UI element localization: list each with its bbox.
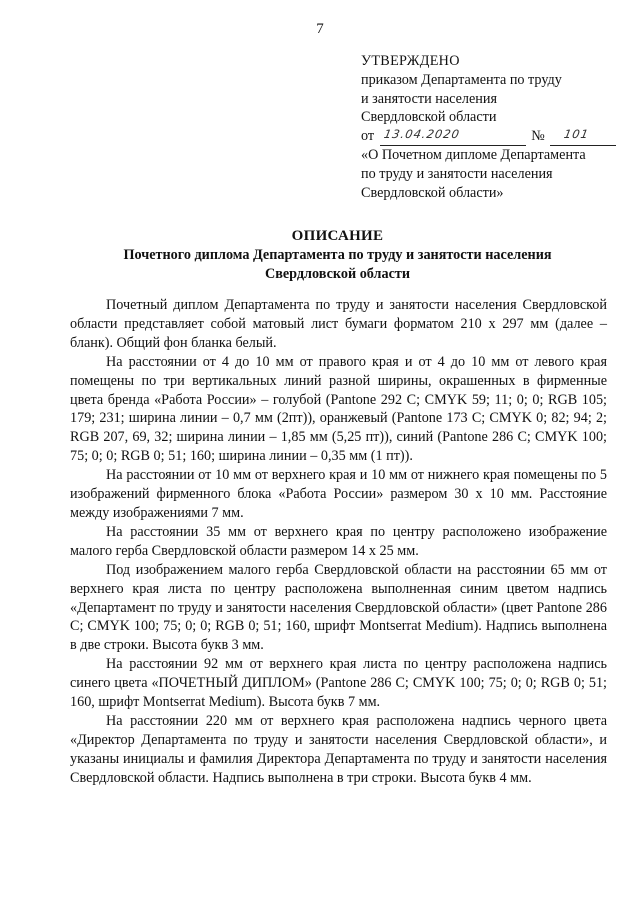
document-subtitle-line-1: Почетного диплома Департамента по труду и занятости населения <box>123 247 552 263</box>
approval-line-2: и занятости населения <box>361 90 498 107</box>
number-field <box>550 129 616 146</box>
approval-subject-line-1: «О Почетном дипломе Департамента <box>361 146 586 163</box>
approval-subject-line-2: по труду и занятости населения <box>361 165 553 182</box>
document-title: ОПИСАНИЕ <box>291 228 384 244</box>
approval-stamp-block <box>361 52 621 202</box>
paragraph: На расстоянии от 10 мм от верхнего края и 10 мм от нижнего края помещены по 5 изображений фирменного блока «Работа России» размером 30 х 10 мм. Расстояние между изображениями 7 мм. <box>70 467 607 521</box>
approval-line-3: Свердловской области <box>361 109 497 126</box>
document-title-block <box>70 226 605 284</box>
paragraph: Под изображением малого герба Свердловской области на расстоянии 65 мм от верхнего края листа по центру расположена выполненная синим цветом надпись «Департамент по труду и занятости населения Свердловской области» (цвет Pantone 286 C; CMYK 100; 75; 0; 0; RGB 0; 51; 160, шрифт Montserrat Medium). Надпись выполнена в две строки. Высота букв 3 мм. <box>70 561 607 654</box>
handwritten-date: 13.04.2020 <box>382 127 461 142</box>
paragraph: На расстоянии 220 мм от верхнего края расположена надпись черного цвета «Директор Департамента по труду и занятости населения Свердловской области», и указаны инициалы и фамилия Директора Департамента по труду и занятости населения Свердловской области. Надпись выполнена в три строки. Высота букв 4 мм. <box>70 712 607 786</box>
approval-date-number-line <box>361 127 621 146</box>
page-number: 7 <box>316 21 324 37</box>
number-prefix: № <box>531 128 545 145</box>
paragraph: Почетный диплом Департамента по труду и занятости населения Свердловской области представляет собой матовый лист бумаги форматом 210 x 297 мм (далее – бланк). Общий фон бланка белый. <box>70 297 607 351</box>
approval-subject-line-3: Свердловской области» <box>361 184 504 201</box>
paragraph: На расстоянии 92 мм от верхнего края листа по центру расположена надпись синего цвета «ПОЧЕТНЫЙ ДИПЛОМ» (Pantone 286 C; CMYK 100; 75; 0; 0; RGB 0; 51; 160, шрифт Montserrat Medium). Высота букв 7 мм. <box>70 656 607 711</box>
document-subtitle-line-2: Свердловской области <box>264 266 411 282</box>
approval-line-1: приказом Департамента по труду <box>361 71 562 88</box>
approval-heading: УТВЕРЖДЕНО <box>361 53 460 69</box>
handwritten-number: 101 <box>563 127 591 142</box>
paragraph: На расстоянии от 4 до 10 мм от правого края и от 4 до 10 мм от левого края помещены по три вертикальных линий разной ширины, окрашенных в фирменные цвета бренда «Работа России» – голубой (Pantone 292 C; CMYK 59; 11; 0; 0; RGB 105; 179; 231; ширина линии – 0,7 мм (2пт)), оранжевый (Pantone 173 C; CMYK 0; 82; 94; 2; RGB 207, 69, 32; ширина линии – 1,85 мм (5,25 пт)), синий (Pantone 286 C; CMYK 100; 75; 0; 0; RGB 0; 51; 160; ширина линии – 0,35 мм (1 пт)). <box>70 353 607 465</box>
paragraph: На расстоянии 35 мм от верхнего края по центру расположено изображение малого герба Свердловской области размером 14 х 25 мм. <box>70 523 607 559</box>
date-field <box>380 129 526 146</box>
document-body <box>70 296 607 788</box>
date-prefix: от <box>361 128 375 145</box>
